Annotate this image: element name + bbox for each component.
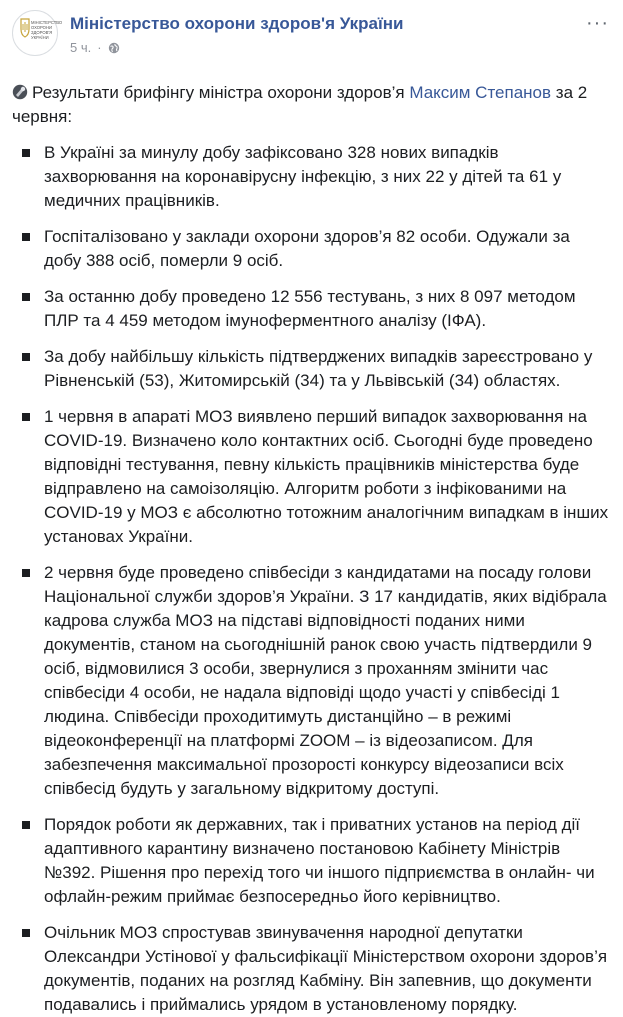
list-item [12, 141, 611, 213]
black-square-icon [22, 149, 30, 157]
microphone-icon [12, 84, 28, 101]
list-item [12, 345, 611, 393]
list-item-text: 2 червня буде проведено співбесіди з кандидатами на посаду голови Національної служби здоров’я України. З 17 кандидатів, яких відібрала кадрова служба МОЗ на підставі відповідності поданих ними документів, станом на сьогоднішній ранок свою участь підтвердили 9 осіб, відмовилися 3 особи, звернулися з проханням змінити час співбесіди 4 особи, не надала відповіді щодо участі у співбесіді 1 людина. Співбесіди проходитимуть дистанційно – в режимі відеоконференції на платформі ZOOM – із відеозаписом. Для забезпечення максимальної прозорості конкурсу відеозаписи всіх співбесід будуть у загальному відкритому доступі. [44, 563, 607, 798]
logo-line-3: ЗДОРОВ'Я [31, 30, 53, 35]
black-square-icon [22, 569, 30, 577]
logo-line-2: ОХОРОНИ [31, 25, 52, 30]
separator-dot: · [97, 40, 102, 55]
black-square-icon [22, 413, 30, 421]
globe-icon[interactable] [108, 42, 120, 54]
black-square-icon [22, 821, 30, 829]
intro-text-after: за 2 червня: [12, 83, 588, 126]
list-item-text: За останню добу проведено 12 556 тестувань, з них 8 097 методом ПЛР та 4 459 методом імуноферментного аналізу (ІФА). [44, 287, 576, 330]
post-meta [70, 10, 611, 55]
moz-logo-icon [15, 13, 63, 53]
list-item-text: В Україні за минулу добу зафіксовано 328 нових випадків захворювання на коронавірусну інфекцію, з них 22 у дітей та 61 у медичних працівників. [44, 143, 562, 210]
post-timestamp[interactable]: 5 ч. [70, 40, 92, 55]
black-square-icon [22, 929, 30, 937]
post-body [12, 81, 611, 1017]
list-item-text: За добу найбільшу кількість підтверджених випадків зареєстровано у Рівненській (53), Житомирській (34) та у Львівській (34) областях. [44, 347, 593, 390]
post-header [12, 10, 611, 70]
page-name-link[interactable]: Міністерство охорони здоров'я України [70, 14, 404, 33]
list-item [12, 561, 611, 801]
intro-text-before: Результати брифінгу міністра охорони здоров’я [32, 83, 410, 102]
black-square-icon [22, 353, 30, 361]
page-avatar[interactable] [12, 10, 63, 56]
list-item [12, 285, 611, 333]
list-item [12, 921, 611, 1017]
post-intro [12, 81, 611, 129]
black-square-icon [22, 293, 30, 301]
logo-line-4: УКРАЇНИ [31, 35, 49, 40]
post-subline [70, 40, 611, 55]
list-item [12, 813, 611, 909]
black-square-icon [22, 233, 30, 241]
list-item-text: Очільник МОЗ спростував звинувачення народної депутатки Олександри Устінової у фальсифікації Міністерством охорони здоров’я документів, поданих на розгляд Кабміну. Він запевнив, що документи подавались і приймались урядом в установленому порядку. [44, 923, 608, 1014]
list-item-text: 1 червня в апараті МОЗ виявлено перший випадок захворювання на COVID-19. Визначено коло контактних осіб. Сьогодні буде проведено відповідні тестування, певну кількість працівників міністерства буде відправлено на самоізоляцію. Алгоритм роботи з інфікованими на COVID-19 у МОЗ є абсолютно тотожним аналогічним випадкам в інших установах України. [44, 407, 609, 546]
list-item [12, 225, 611, 273]
list-item-text: Госпіталізовано у заклади охорони здоров’я 82 особи. Одужали за добу 388 осіб, померли 9 осіб. [44, 227, 570, 270]
logo-line-1: МІНІСТЕРСТВО [31, 20, 63, 25]
list-item-text: Порядок роботи як державних, так і приватних установ на період дії адаптивного карантину визначено постановою Кабінету Міністрів №392. Рішення про перехід того чи іншого підприємства в онлайн- чи офлайн-режим приймає безпосередньо його керівництво. [44, 815, 595, 906]
mention-link-maksym-stepanov[interactable]: Максим Степанов [409, 83, 552, 102]
list-item [12, 405, 611, 549]
more-options-button[interactable]: ··· [586, 12, 609, 34]
